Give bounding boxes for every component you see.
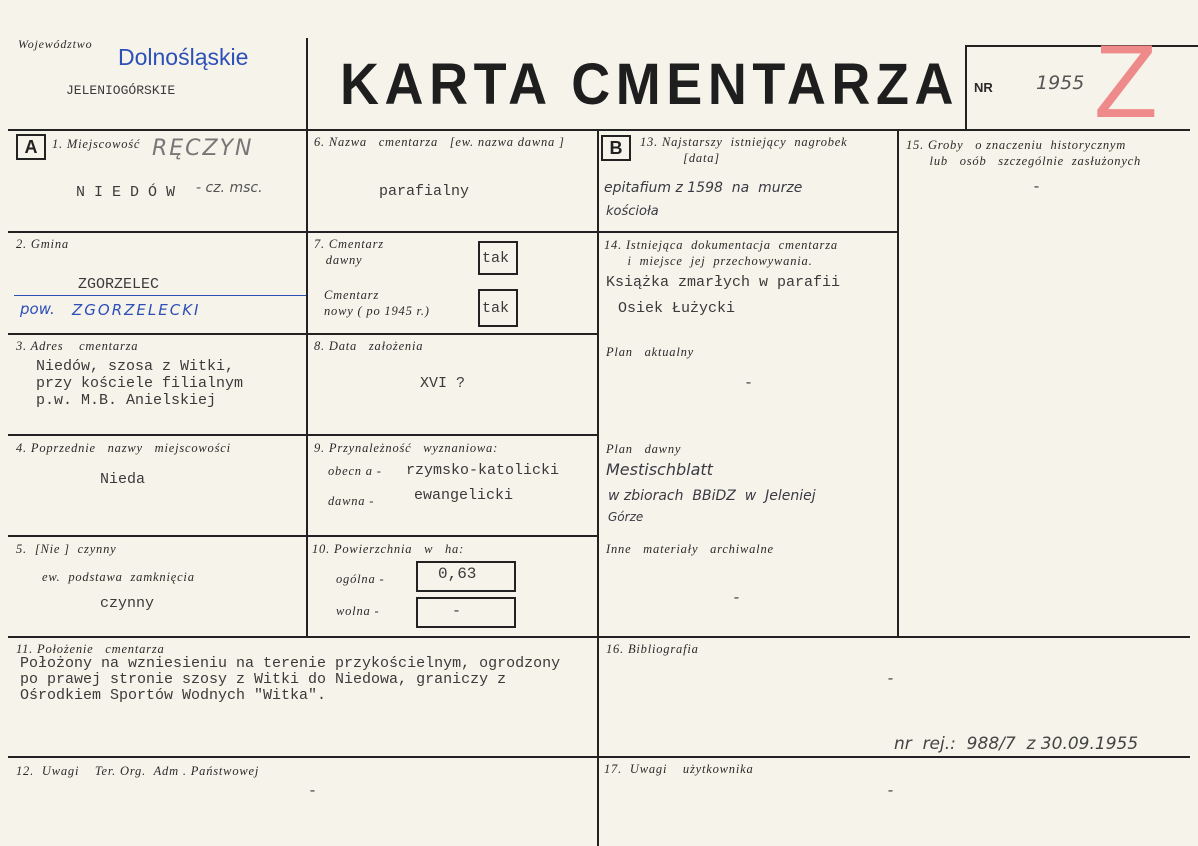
- field-17-value: -: [886, 783, 896, 800]
- field-16-value: -: [886, 671, 896, 688]
- field-2-label: 2. Gmina: [16, 237, 69, 251]
- field-8-value: XVI ?: [420, 375, 466, 392]
- field-6-label: 6. Nazwa cmentarza [ew. nazwa dawna ]: [314, 135, 565, 149]
- plan-aktualny-label: Plan aktualny: [606, 345, 695, 359]
- title-divider-left: [306, 38, 308, 130]
- plan-aktualny-value: -: [744, 375, 754, 392]
- field-12-label: 12. Uwagi Ter. Org. Adm . Państwowej: [16, 764, 260, 778]
- field-10-wolna-label: wolna -: [336, 604, 380, 618]
- field-9-obecna-value: rzymsko-katolicki: [406, 462, 560, 479]
- wojewodztwo-label: Województwo: [18, 37, 93, 51]
- nr-box-left: [965, 45, 967, 130]
- field-13-handwriting-1: epitafium z 1598 na murze: [604, 180, 803, 196]
- row-line-b1: [597, 231, 897, 233]
- field-14-value-1: Książka zmarłych w parafii: [606, 274, 841, 291]
- wojewodztwo-stamp: Dolnośląskie: [118, 44, 249, 70]
- field-14-label: 14. Istniejąca dokumentacja cmentarza i miejsce jej przechowywania.: [604, 238, 838, 268]
- plan-dawny-handwriting-1: Mestischblatt: [606, 460, 713, 479]
- field-3-label: 3. Adres cmentarza: [16, 339, 139, 353]
- field-13-handwriting-2: kościoła: [606, 204, 659, 219]
- field-9-label: 9. Przynależność wyznaniowa:: [314, 441, 499, 455]
- field-9-obecna-label: obecn a -: [328, 464, 382, 478]
- field-10-ogolna-label: ogólna -: [336, 572, 385, 586]
- field-11-label: 11. Położenie cmentarza: [16, 642, 165, 656]
- field-6-value: parafialny: [379, 183, 470, 200]
- field-10-wolna-value: -: [452, 603, 462, 620]
- nr-box-top: [965, 45, 1198, 47]
- field-14-value-2: Osiek Łużycki: [618, 300, 736, 317]
- field-2-value: ZGORZELEC: [78, 276, 160, 293]
- field-4-label: 4. Poprzednie nazwy miejscowości: [16, 441, 231, 455]
- row-line-5: [8, 636, 1190, 638]
- field-1-label: 1. Miejscowość: [52, 137, 141, 151]
- field-1-value: N I E D Ó W: [76, 184, 176, 201]
- inne-materialy-value: -: [732, 590, 742, 607]
- field-7b-label: Cmentarz nowy ( po 1945 r.): [324, 288, 430, 318]
- section-b-badge: B: [601, 135, 631, 161]
- field-9-dawna-label: dawna -: [328, 494, 375, 508]
- plan-dawny-handwriting-2: w zbiorach BBiDZ w Jeleniej: [608, 488, 816, 504]
- field-15-value: -: [1032, 179, 1042, 196]
- z-mark: Z: [1094, 24, 1158, 140]
- field-1-handwriting: RĘCZYN: [152, 136, 254, 161]
- field-2-pow-value: ZGORZELECKI: [72, 301, 201, 319]
- field-1-note: - cz. msc.: [196, 180, 263, 196]
- field-2-pow-underline: [14, 295, 306, 296]
- section-a-badge: A: [16, 134, 46, 160]
- field-7a-value: tak: [482, 250, 510, 267]
- field-5-label: 5. [Nie ] czynny: [16, 542, 117, 556]
- row-line-6: [8, 756, 1190, 758]
- row-line-2: [8, 333, 597, 335]
- field-8-label: 8. Data założenia: [314, 339, 424, 353]
- field-12-value: -: [308, 783, 318, 800]
- field-7b-value: tak: [482, 300, 510, 317]
- field-10-ogolna-value: 0,63: [438, 565, 477, 583]
- field-10-wolna-box: [416, 597, 516, 628]
- col-divider-2: [597, 129, 599, 846]
- nr-value: 1955: [1036, 72, 1085, 94]
- plan-dawny-handwriting-3: Górze: [608, 510, 644, 524]
- row-line-1: [8, 231, 597, 233]
- row-line-4: [8, 535, 597, 537]
- field-5-sub: ew. podstawa zamknięcia: [42, 570, 195, 584]
- field-2-pow-prefix: pow.: [20, 300, 55, 318]
- card-title: KARTA CMENTARZA: [340, 52, 960, 117]
- field-7a-label: 7. Cmentarz dawny: [314, 237, 384, 267]
- nr-label: NR: [974, 80, 993, 95]
- col-divider-1: [306, 129, 308, 637]
- field-17-label: 17. Uwagi użytkownika: [604, 762, 754, 776]
- plan-dawny-label: Plan dawny: [606, 442, 682, 456]
- row-line-3: [8, 434, 597, 436]
- field-9-dawna-value: ewangelicki: [414, 487, 514, 504]
- field-10-label: 10. Powierzchnia w ha:: [312, 542, 465, 556]
- old-voivodeship-text: JELENIOGÓRSKIE: [66, 83, 176, 98]
- header-bottom-line: [8, 129, 1190, 131]
- field-4-value: Nieda: [100, 471, 146, 488]
- field-3-value: Niedów, szosa z Witki, przy kościele filialnym p.w. M.B. Anielskiej: [36, 358, 244, 409]
- inne-materialy-label: Inne materiały archiwalne: [606, 542, 774, 556]
- field-15-label: 15. Groby o znaczeniu historycznym lub osób szczególnie zasłużonych: [906, 138, 1142, 168]
- field-5-value: czynny: [100, 595, 155, 612]
- col-divider-3: [897, 129, 899, 637]
- field-13-label: 13. Najstarszy istniejący nagrobek [data]: [640, 135, 848, 165]
- field-11-value: Położony na wzniesieniu na terenie przykościelnym, ogrodzony po prawej stronie szosy z Witki do Niedowa, graniczy z Ośrodkiem Sportów Wodnych "Witka".: [20, 655, 561, 704]
- registry-handwriting: nr rej.: 988/7 z 30.09.1955: [894, 734, 1139, 754]
- field-16-label: 16. Bibliografia: [606, 642, 699, 656]
